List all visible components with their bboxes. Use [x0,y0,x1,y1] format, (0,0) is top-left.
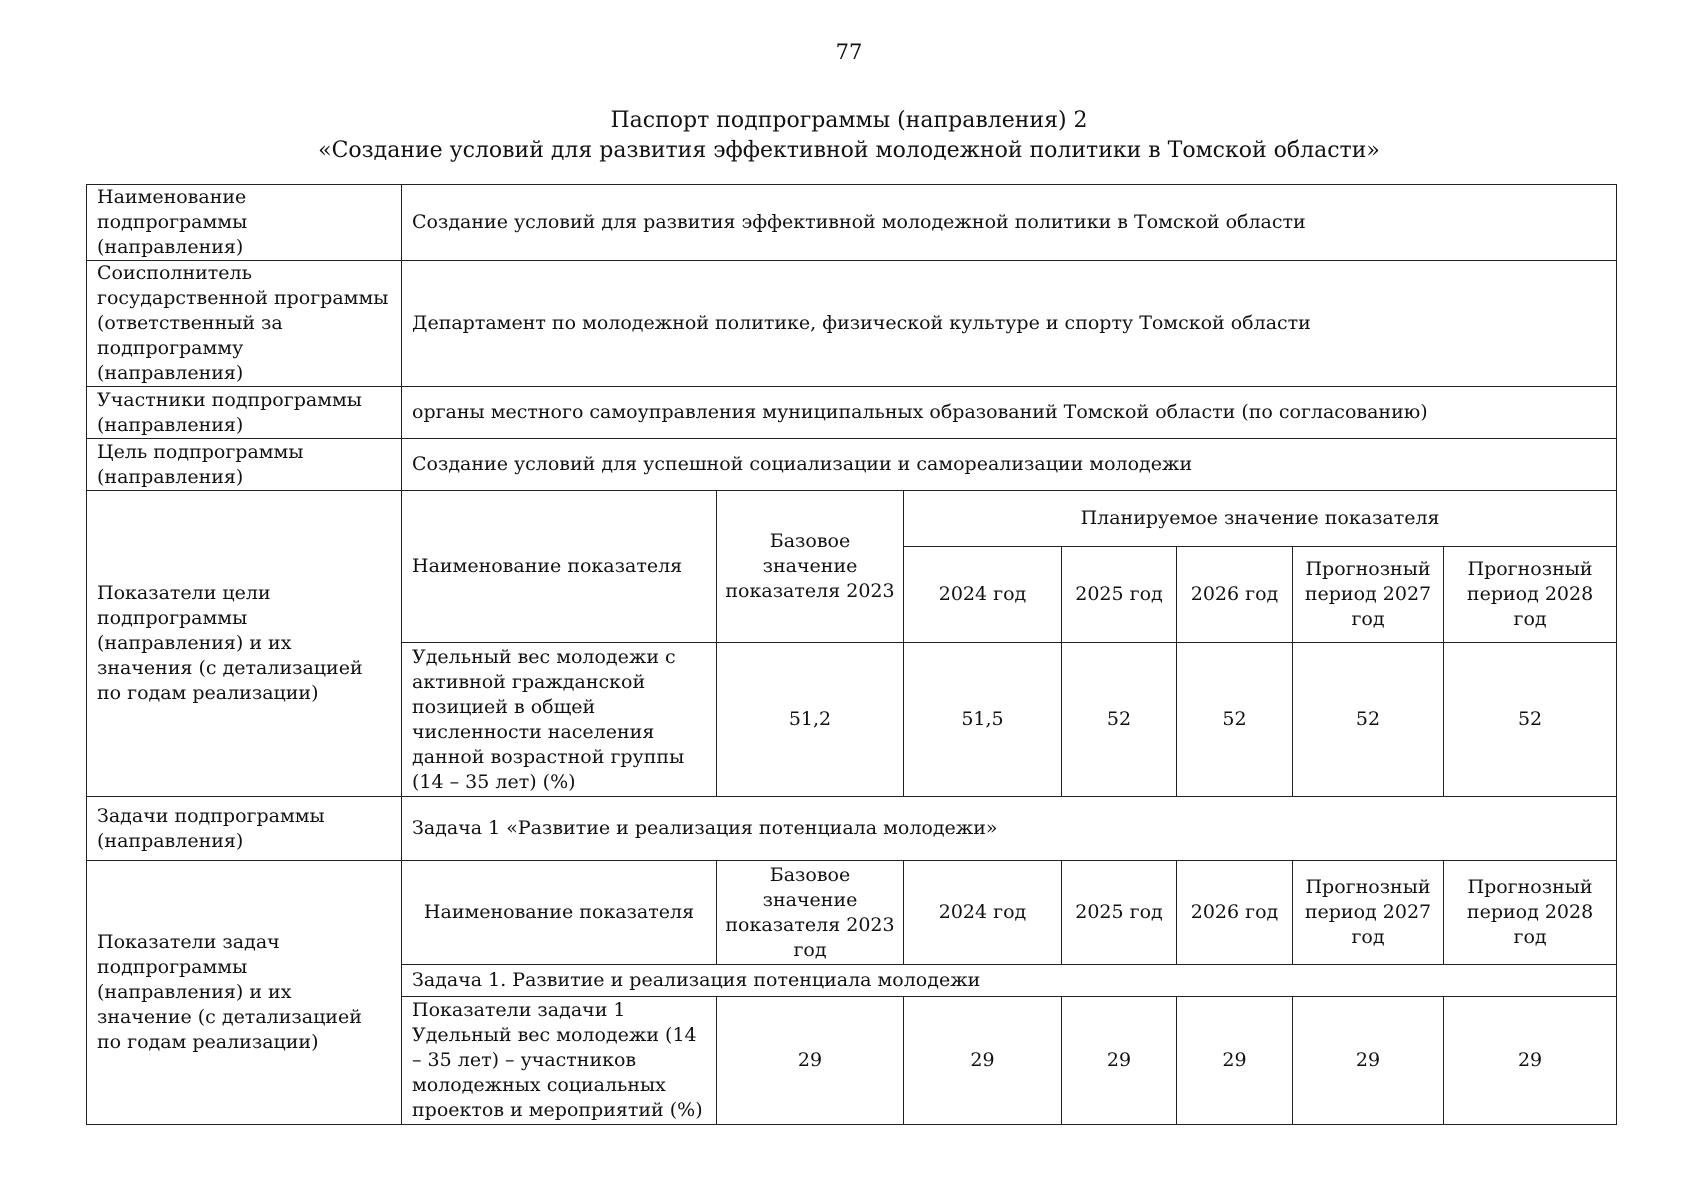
goal-indicator-base-value: 51,2 [717,643,904,797]
task-indicator-name: Показатели задачи 1 Удельный вес молодежи (14 – 35 лет) – участников молодежных социальных проектов и мероприятий (%) [402,997,717,1125]
goal-indicator-value: 52 [1062,643,1177,797]
coexecutor-label: Соисполнитель государственной программы (ответственный за подпрограмму (направления) [87,261,402,387]
goal-indicator-value: 52 [1444,643,1617,797]
goal-indicators-label: Показатели цели подпрограммы (направления) и их значения (с детализацией по годам реализации) [87,491,402,797]
tasks-label: Задачи подпрограммы (направления) [87,797,402,861]
goal-indicators-header-row-1 [87,491,1617,547]
goal-year-header: 2026 год [1177,547,1293,643]
task-indicator-base-header: Базовое значение показателя 2023 год [717,861,904,965]
task-indicator-value: 29 [1177,997,1293,1125]
title-line-1: Паспорт подпрограммы (направления) 2 [610,108,1088,133]
page-number: 77 [835,40,863,64]
document-title [0,106,1698,166]
goal-indicator-name: Удельный вес молодежи с активной гражданской позицией в общей численности населения данной возрастной группы (14 – 35 лет) (%) [402,643,717,797]
goal-indicator-value: 52 [1177,643,1293,797]
task-year-header: Прогнозный период 2028 год [1444,861,1617,965]
subprogram-name-label: Наименование подпрограммы (направления) [87,185,402,261]
goal-year-header: 2025 год [1062,547,1177,643]
row-subprogram-name [87,185,1617,261]
goal-label: Цель подпрограммы (направления) [87,439,402,491]
task-year-header: 2024 год [904,861,1062,965]
task-indicators-header-row [87,861,1617,965]
tasks-value: Задача 1 «Развитие и реализация потенциала молодежи» [402,797,1617,861]
participants-label: Участники подпрограммы (направления) [87,387,402,439]
row-participants [87,387,1617,439]
title-line-2: «Создание условий для развития эффективной молодежной политики в Томской области» [318,138,1380,163]
task-title: Задача 1. Развитие и реализация потенциала молодежи [402,965,1617,997]
row-tasks [87,797,1617,861]
subprogram-name-value: Создание условий для развития эффективной молодежной политики в Томской области [402,185,1617,261]
goal-indicator-name-header: Наименование показателя [402,491,717,643]
task-year-header: 2025 год [1062,861,1177,965]
goal-year-header: Прогнозный период 2028 год [1444,547,1617,643]
coexecutor-value: Департамент по молодежной политике, физической культуре и спорту Томской области [402,261,1617,387]
passport-table [86,184,1617,1125]
task-indicator-name-header: Наименование показателя [402,861,717,965]
goal-value: Создание условий для успешной социализации и самореализации молодежи [402,439,1617,491]
goal-year-header: Прогнозный период 2027 год [1293,547,1444,643]
participants-value: органы местного самоуправления муниципальных образований Томской области (по согласованию) [402,387,1617,439]
task-indicator-value: 29 [904,997,1062,1125]
task-indicators-label: Показатели задач подпрограммы (направления) и их значение (с детализацией по годам реализации) [87,861,402,1125]
task-indicator-value: 29 [1062,997,1177,1125]
task-year-header: Прогнозный период 2027 год [1293,861,1444,965]
goal-planned-value-header: Планируемое значение показателя [904,491,1617,547]
task-year-header: 2026 год [1177,861,1293,965]
goal-indicator-value: 51,5 [904,643,1062,797]
task-indicator-value: 29 [1293,997,1444,1125]
goal-year-header: 2024 год [904,547,1062,643]
row-goal [87,439,1617,491]
goal-indicator-base-header: Базовое значение показателя 2023 [717,491,904,643]
row-coexecutor [87,261,1617,387]
task-indicator-base-value: 29 [717,997,904,1125]
goal-indicator-value: 52 [1293,643,1444,797]
task-indicator-value: 29 [1444,997,1617,1125]
